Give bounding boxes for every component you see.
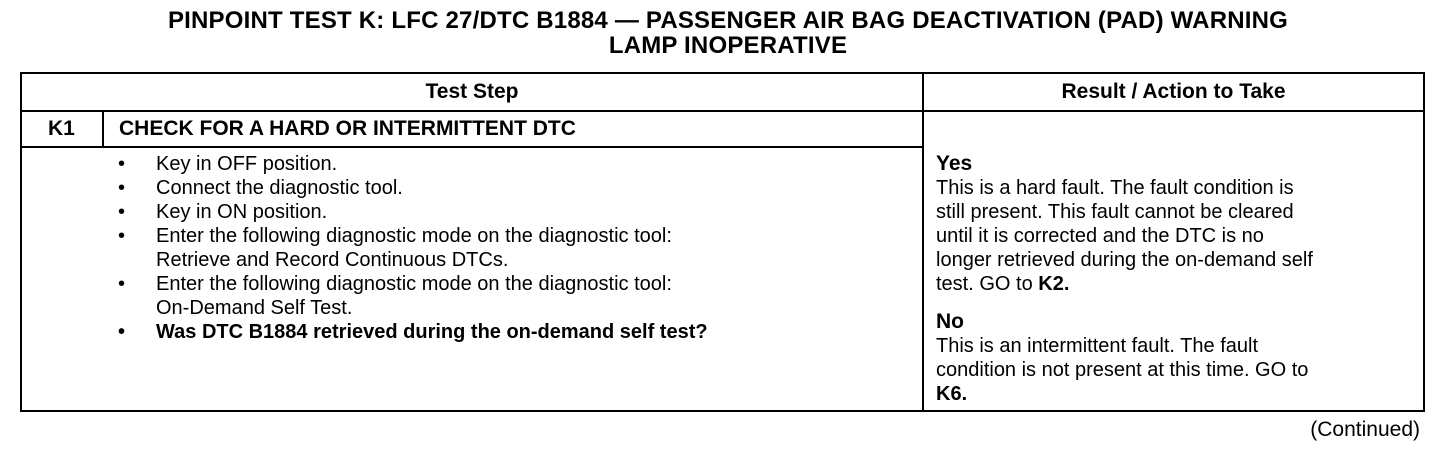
column-divider: [922, 74, 924, 410]
header-result-action: Result / Action to Take: [1061, 80, 1286, 103]
header-divider: [22, 110, 1423, 112]
result-no-heading: No: [936, 310, 964, 333]
result-line: This is an intermittent fault. The fault: [936, 335, 1259, 357]
step-bullet-line: • Was DTC B1884 retrieved during the on-demand self test?: [156, 321, 708, 343]
step-bullet-list: [118, 152, 918, 344]
title-line-2: LAMP INOPERATIVE: [608, 32, 848, 59]
pinpoint-test-table: [20, 72, 1425, 412]
result-goto-prefix: test. GO to: [936, 273, 1039, 295]
step-bullet-line: • Key in ON position.: [156, 201, 328, 223]
step-id: K1: [48, 117, 75, 140]
result-goto-suffix: .: [961, 383, 968, 405]
result-line: longer retrieved during the on-demand self: [936, 249, 1313, 271]
step-bullet-line: • Enter the following diagnostic mode on the diagnostic tool:: [156, 273, 672, 295]
result-goto-suffix: .: [1063, 273, 1070, 295]
result-yes-heading: Yes: [936, 152, 973, 175]
result-yes-text: [936, 176, 1420, 296]
result-goto-line: [936, 382, 1420, 406]
step-bullet-line: • Key in OFF position.: [156, 153, 338, 175]
step-title-divider: [22, 146, 922, 148]
step-bullet-line: Retrieve and Record Continuous DTCs.: [156, 249, 509, 271]
step-bullet-item: [118, 152, 918, 176]
result-goto-line: [936, 272, 1420, 296]
step-bullet-line: • Enter the following diagnostic mode on the diagnostic tool:: [156, 225, 672, 247]
step-bullet-line: On-Demand Self Test.: [156, 297, 353, 319]
result-yes: [936, 152, 1420, 296]
result-line: condition is not present at this time. GO to: [936, 359, 1309, 381]
step-bullet-item: [118, 200, 918, 224]
result-no-text: [936, 334, 1420, 406]
step-title: CHECK FOR A HARD OR INTERMITTENT DTC: [119, 117, 576, 140]
continued-label: (Continued): [1310, 418, 1420, 441]
step-bullet-item: [118, 320, 918, 344]
step-bullet-line: • Connect the diagnostic tool.: [156, 177, 403, 199]
page-title: [0, 8, 1456, 58]
result-goto-step-ref: K2: [1038, 273, 1064, 295]
step-bullet-item: [118, 224, 918, 272]
result-no: [936, 310, 1420, 406]
step-bullet-item: [118, 272, 918, 320]
result-line: This is a hard fault. The fault condition is: [936, 177, 1294, 199]
title-line-1: PINPOINT TEST K: LFC 27/DTC B1884 — PASSENGER AIR BAG DEACTIVATION (PAD) WARNING: [167, 7, 1289, 34]
step-bullet-item: [118, 176, 918, 200]
result-line: until it is corrected and the DTC is no: [936, 225, 1264, 247]
result-goto-step-ref: K6: [936, 383, 962, 405]
result-line: still present. This fault cannot be cleared: [936, 201, 1294, 223]
step-id-divider: [102, 110, 104, 146]
header-test-step: Test Step: [425, 80, 519, 103]
